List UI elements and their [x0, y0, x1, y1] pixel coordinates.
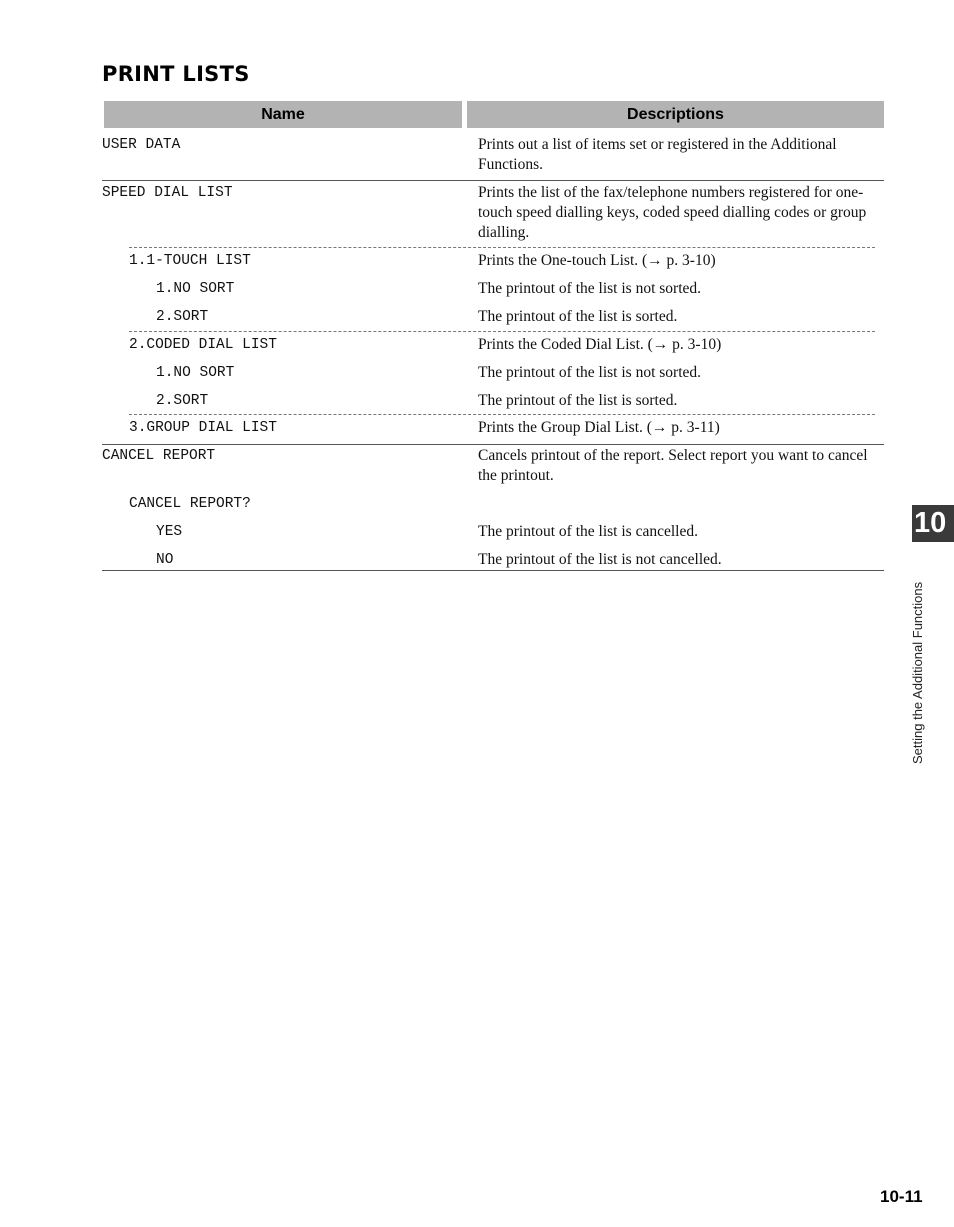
row-description: Prints the Group Dial List. (→ p. 3-11): [478, 419, 720, 436]
row-description: Prints the list of the fax/telephone numbers registered for one-touch speed dialling keys, coded speed dialling codes or group dialling.: [478, 184, 867, 241]
chapter-tab: 10: [912, 505, 954, 542]
row-description: Prints out a list of items set or registered in the Additional Functions.: [478, 136, 837, 173]
row-name: NO: [156, 552, 174, 568]
row-description: The printout of the list is not sorted.: [478, 364, 702, 381]
row-name: SPEED DIAL LIST: [102, 185, 233, 201]
column-header-name: Name: [104, 101, 462, 128]
row-description: The printout of the list is sorted.: [478, 392, 678, 409]
row-description: Prints the Coded Dial List. (→ p. 3-10): [478, 336, 722, 353]
row-description: Prints the One-touch List. (→ p. 3-10): [478, 252, 716, 269]
row-name: 1.NO SORT: [156, 281, 235, 297]
row-name: 1.1-TOUCH LIST: [129, 253, 251, 269]
row-name: 3.GROUP DIAL LIST: [129, 420, 277, 436]
row-name: 2.SORT: [156, 309, 209, 325]
row-divider-dashed: [129, 331, 875, 332]
row-name: 1.NO SORT: [156, 365, 235, 381]
row-name: YES: [156, 524, 183, 540]
row-description: The printout of the list is not cancelled.: [478, 551, 722, 568]
row-description: The printout of the list is not sorted.: [478, 280, 702, 297]
section-title: PRINT LISTS: [102, 62, 250, 86]
row-divider-dashed: [129, 247, 875, 248]
page-number: 10-11: [880, 1187, 923, 1206]
side-chapter-label: Setting the Additional Functions: [910, 581, 925, 764]
row-name: CANCEL REPORT: [102, 448, 216, 464]
row-description: The printout of the list is cancelled.: [478, 523, 698, 540]
row-divider: [102, 180, 884, 181]
row-divider: [102, 444, 884, 445]
row-name: CANCEL REPORT?: [129, 496, 251, 512]
table-bottom-rule: [102, 570, 884, 571]
row-description: The printout of the list is sorted.: [478, 308, 678, 325]
column-header-descriptions: Descriptions: [467, 101, 884, 128]
row-name: USER DATA: [102, 137, 181, 153]
row-name: 2.SORT: [156, 393, 209, 409]
row-divider-dashed: [129, 414, 875, 415]
row-name: 2.CODED DIAL LIST: [129, 337, 277, 353]
row-description: Cancels printout of the report. Select report you want to cancel the printout.: [478, 447, 868, 484]
